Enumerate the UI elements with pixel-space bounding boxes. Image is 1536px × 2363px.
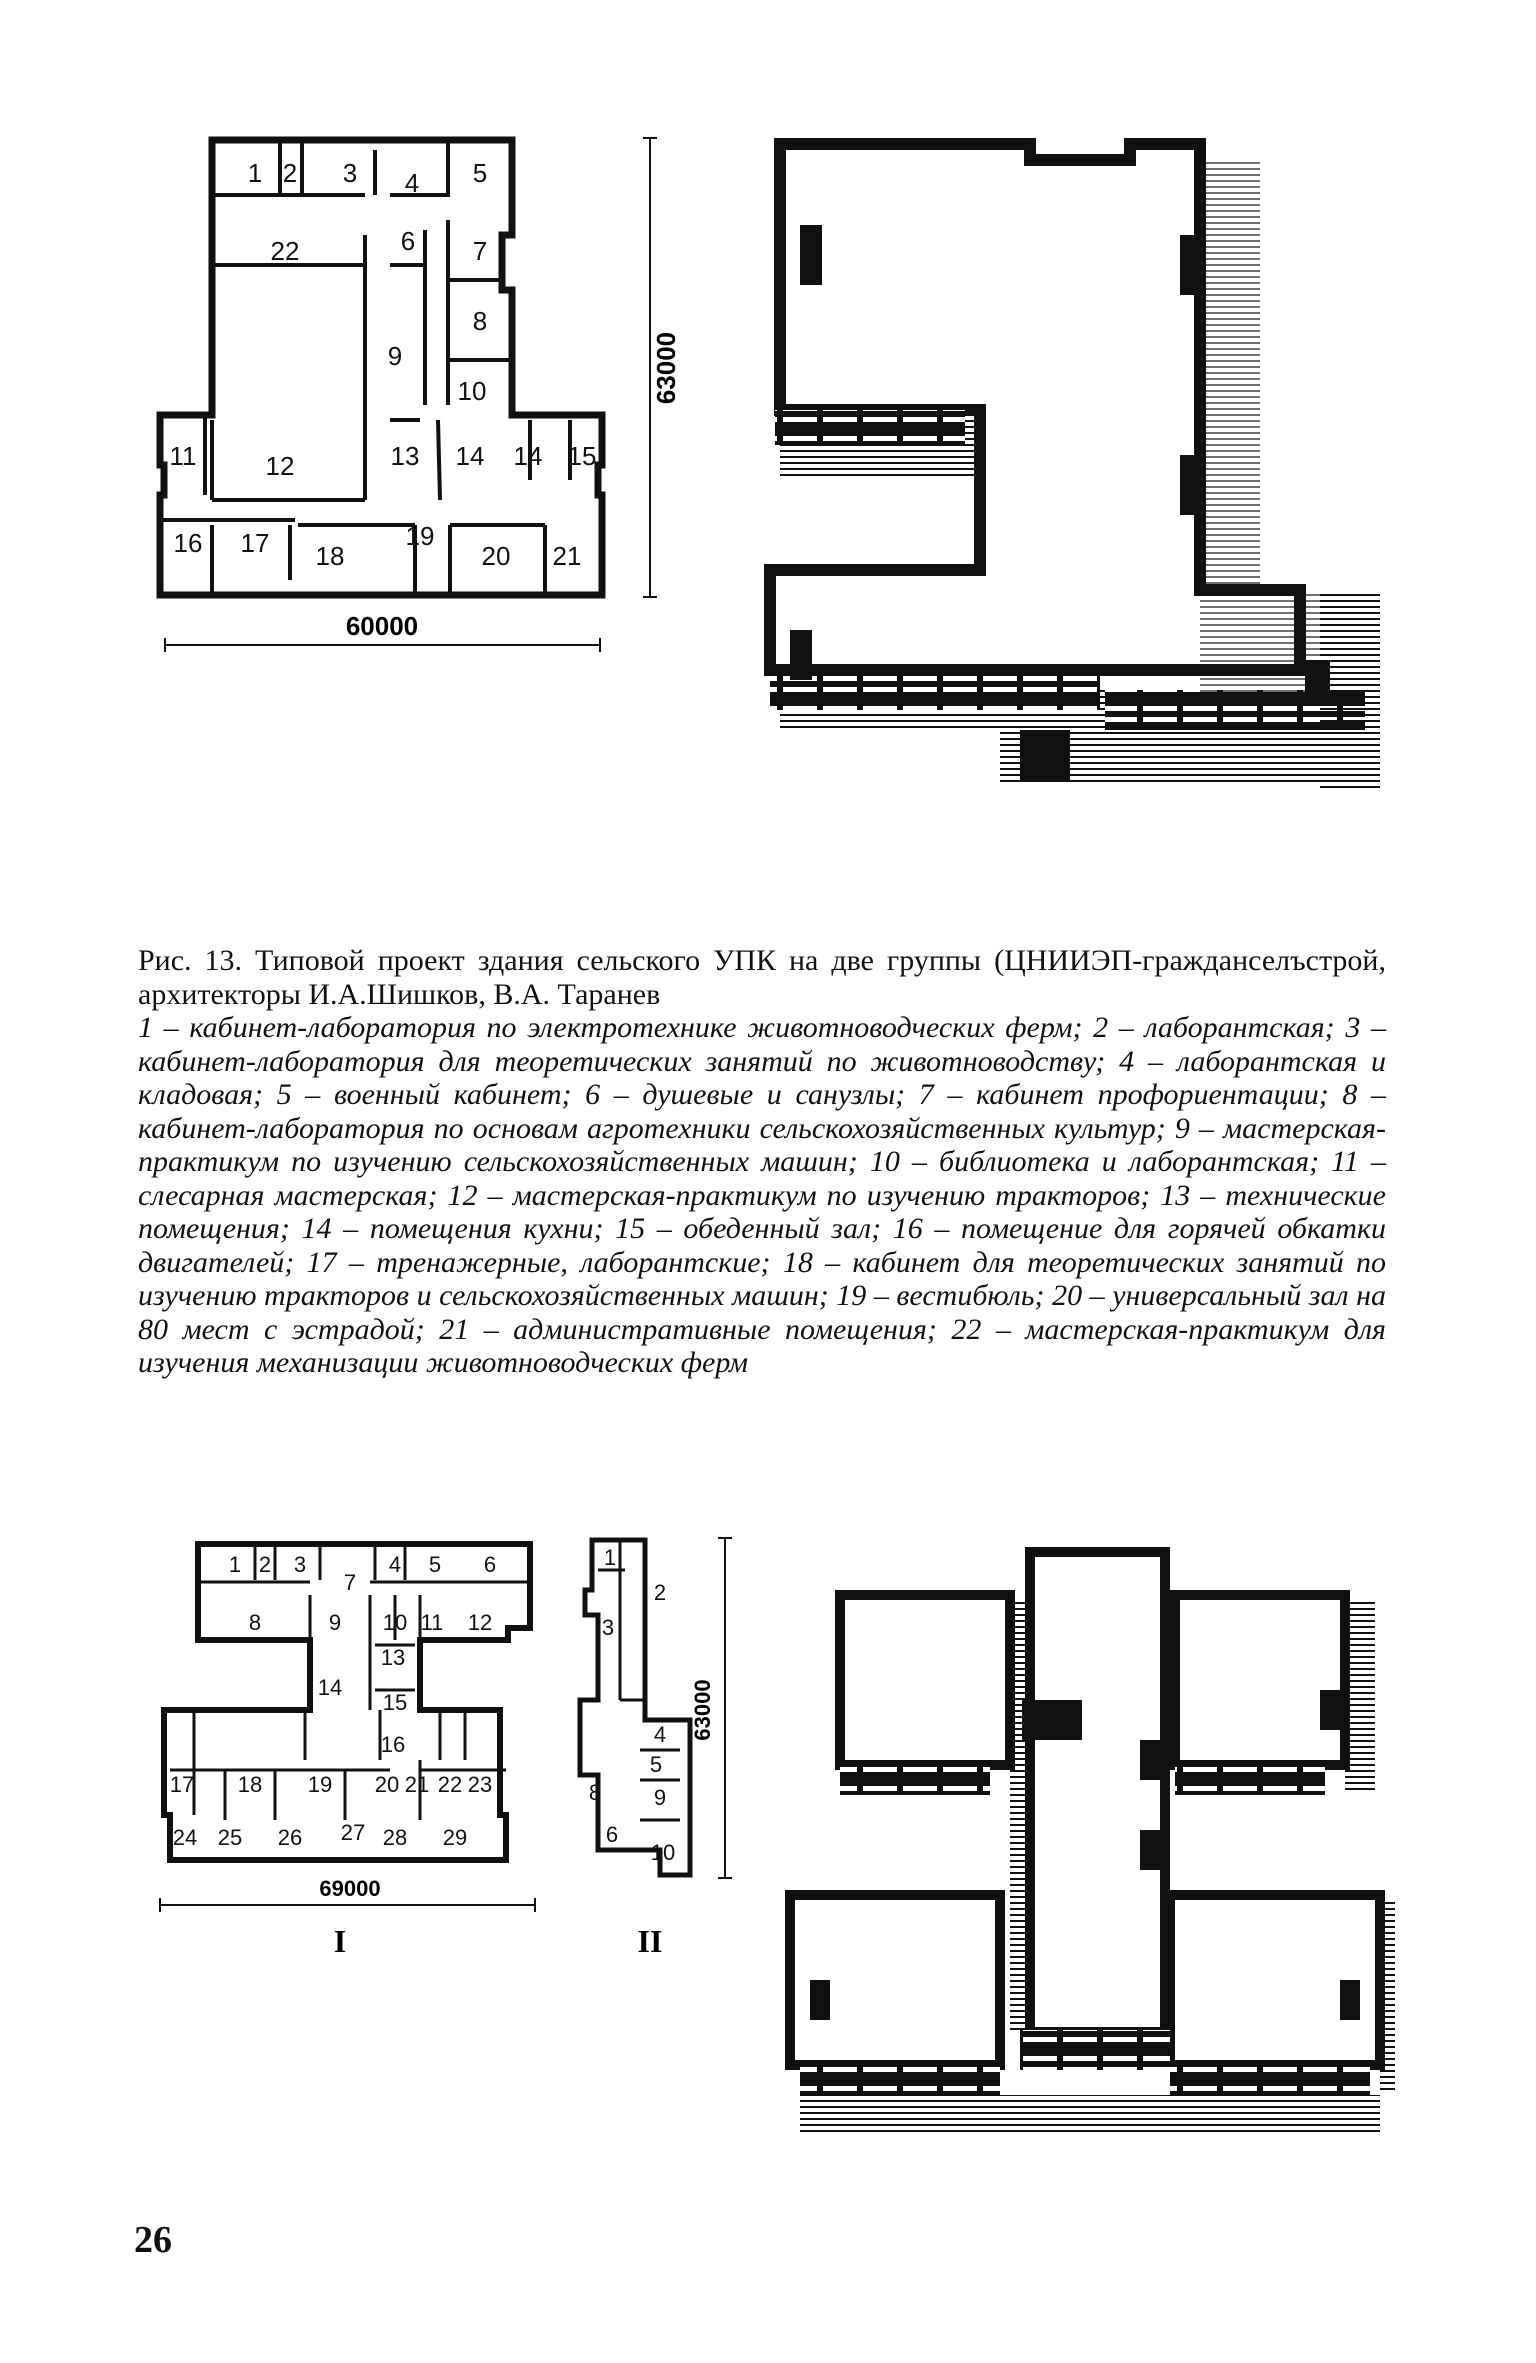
room-label: 14 [455, 441, 485, 471]
room-label: 2 [258, 1552, 272, 1577]
room-label: 10 [382, 1610, 408, 1635]
room-label: 3 [342, 158, 358, 188]
room-label: 14 [513, 441, 543, 471]
room-label: 13 [380, 1645, 406, 1670]
room-label: 12 [467, 1610, 493, 1635]
room-label: 1 [228, 1552, 242, 1577]
room-label: 22 [437, 1772, 463, 1797]
building-perspective-top [700, 130, 1390, 900]
room-label: 16 [380, 1732, 406, 1757]
room-label: 18 [315, 541, 345, 571]
room-label: 27 [340, 1820, 366, 1845]
room-label: 4 [388, 1552, 402, 1577]
room-label: 9 [387, 341, 403, 371]
room-label: 17 [169, 1772, 195, 1797]
room-label: 11 [169, 441, 197, 471]
room-label: 26 [277, 1825, 303, 1850]
room-label: 9 [653, 1785, 667, 1810]
room-label: 3 [293, 1552, 307, 1577]
room-label: 10 [457, 376, 487, 406]
room-label: 20 [481, 541, 511, 571]
figure-caption [138, 944, 1386, 1380]
room-label: 13 [390, 441, 420, 471]
floor-plan-top [150, 120, 690, 660]
room-label: 4 [653, 1722, 667, 1747]
room-label: 8 [248, 1610, 262, 1635]
plan-label-ii: II [637, 1923, 663, 1959]
room-label: 6 [605, 1822, 619, 1847]
room-label: 2 [653, 1580, 667, 1605]
caption-title: Рис. 13. Типовой проект здания сельского УПК на две группы (ЦНИИЭП-гражданселъстрой, архитекторы И.А.Шишков, В.А. Таранев [138, 944, 1386, 1011]
height-dimension: 63000 [690, 1679, 715, 1741]
room-label: 15 [567, 441, 597, 471]
room-label: 2 [282, 158, 298, 188]
room-label: 5 [472, 158, 488, 188]
floor-plan-bottom-ii [560, 1520, 750, 1960]
room-label: 21 [552, 541, 582, 571]
room-label: 11 [420, 1610, 444, 1635]
room-label: 14 [317, 1675, 343, 1700]
room-label: 10 [650, 1840, 676, 1865]
room-label: 6 [400, 226, 416, 256]
room-label: 19 [405, 521, 435, 551]
room-label: 19 [307, 1772, 333, 1797]
room-label: 12 [265, 451, 295, 481]
height-dimension: 63000 [651, 331, 681, 405]
room-label: 18 [237, 1772, 263, 1797]
room-label: 15 [382, 1690, 408, 1715]
room-label: 24 [172, 1825, 198, 1850]
plan-label-i: I [333, 1923, 347, 1959]
room-label: 5 [649, 1752, 663, 1777]
room-label: 1 [247, 158, 263, 188]
room-label: 4 [404, 168, 420, 198]
room-label: 22 [270, 236, 300, 266]
room-label: 21 [404, 1772, 430, 1797]
room-label: 29 [442, 1825, 468, 1850]
room-label: 23 [467, 1772, 493, 1797]
room-label: 16 [173, 528, 203, 558]
room-label: 8 [588, 1780, 602, 1805]
floor-plan-bottom-i [150, 1530, 550, 1970]
room-label: 6 [483, 1552, 497, 1577]
room-label: 20 [374, 1772, 400, 1797]
room-label: 8 [472, 306, 488, 336]
room-label: 25 [217, 1825, 243, 1850]
room-label: 7 [472, 236, 488, 266]
room-label: 5 [428, 1552, 442, 1577]
room-label: 1 [603, 1545, 617, 1570]
room-label: 9 [328, 1610, 342, 1635]
width-dimension: 69000 [319, 1876, 381, 1901]
width-dimension: 60000 [345, 611, 419, 641]
room-label: 3 [601, 1615, 615, 1640]
room-label: 7 [343, 1570, 357, 1595]
room-label: 17 [240, 528, 270, 558]
building-perspective-bottom [780, 1540, 1400, 2140]
room-label: 28 [382, 1825, 408, 1850]
caption-legend: 1 – кабинет-лаборатория по электротехнике животноводческих ферм; 2 – лаборантская; 3 – кабинет-лаборатория для теоретических занятий по животноводству; 4 – лаборантская и кладовая; 5 – военный кабинет; 6 – душевые и санузлы; 7 – кабинет профориентации; 8 – кабинет-лаборатория по основам агротехники сельскохозяйственных культур; 9 – мастерская-практикум по изучению сельскохозяйственных машин; 10 – библиотека и лаборантская; 11 – слесарная мастерская; 12 – мастерская-практикум по изучению тракторов; 13 – технические помещения; 14 – помещения кухни; 15 – обеденный зал; 16 – помещение для горячей обкатки двигателей; 17 – тренажерные, лаборантские; 18 – кабинет для теоретических занятий по изучению тракторов и сельскохозяйственных машин; 19 – вестибюль; 20 – универсальный зал на 80 мест с эстрадой; 21 – административные помещения; 22 – мастерская-практикум для изучения механизации животноводческих ферм [138, 1011, 1386, 1379]
page-number: 26 [134, 2219, 172, 2261]
